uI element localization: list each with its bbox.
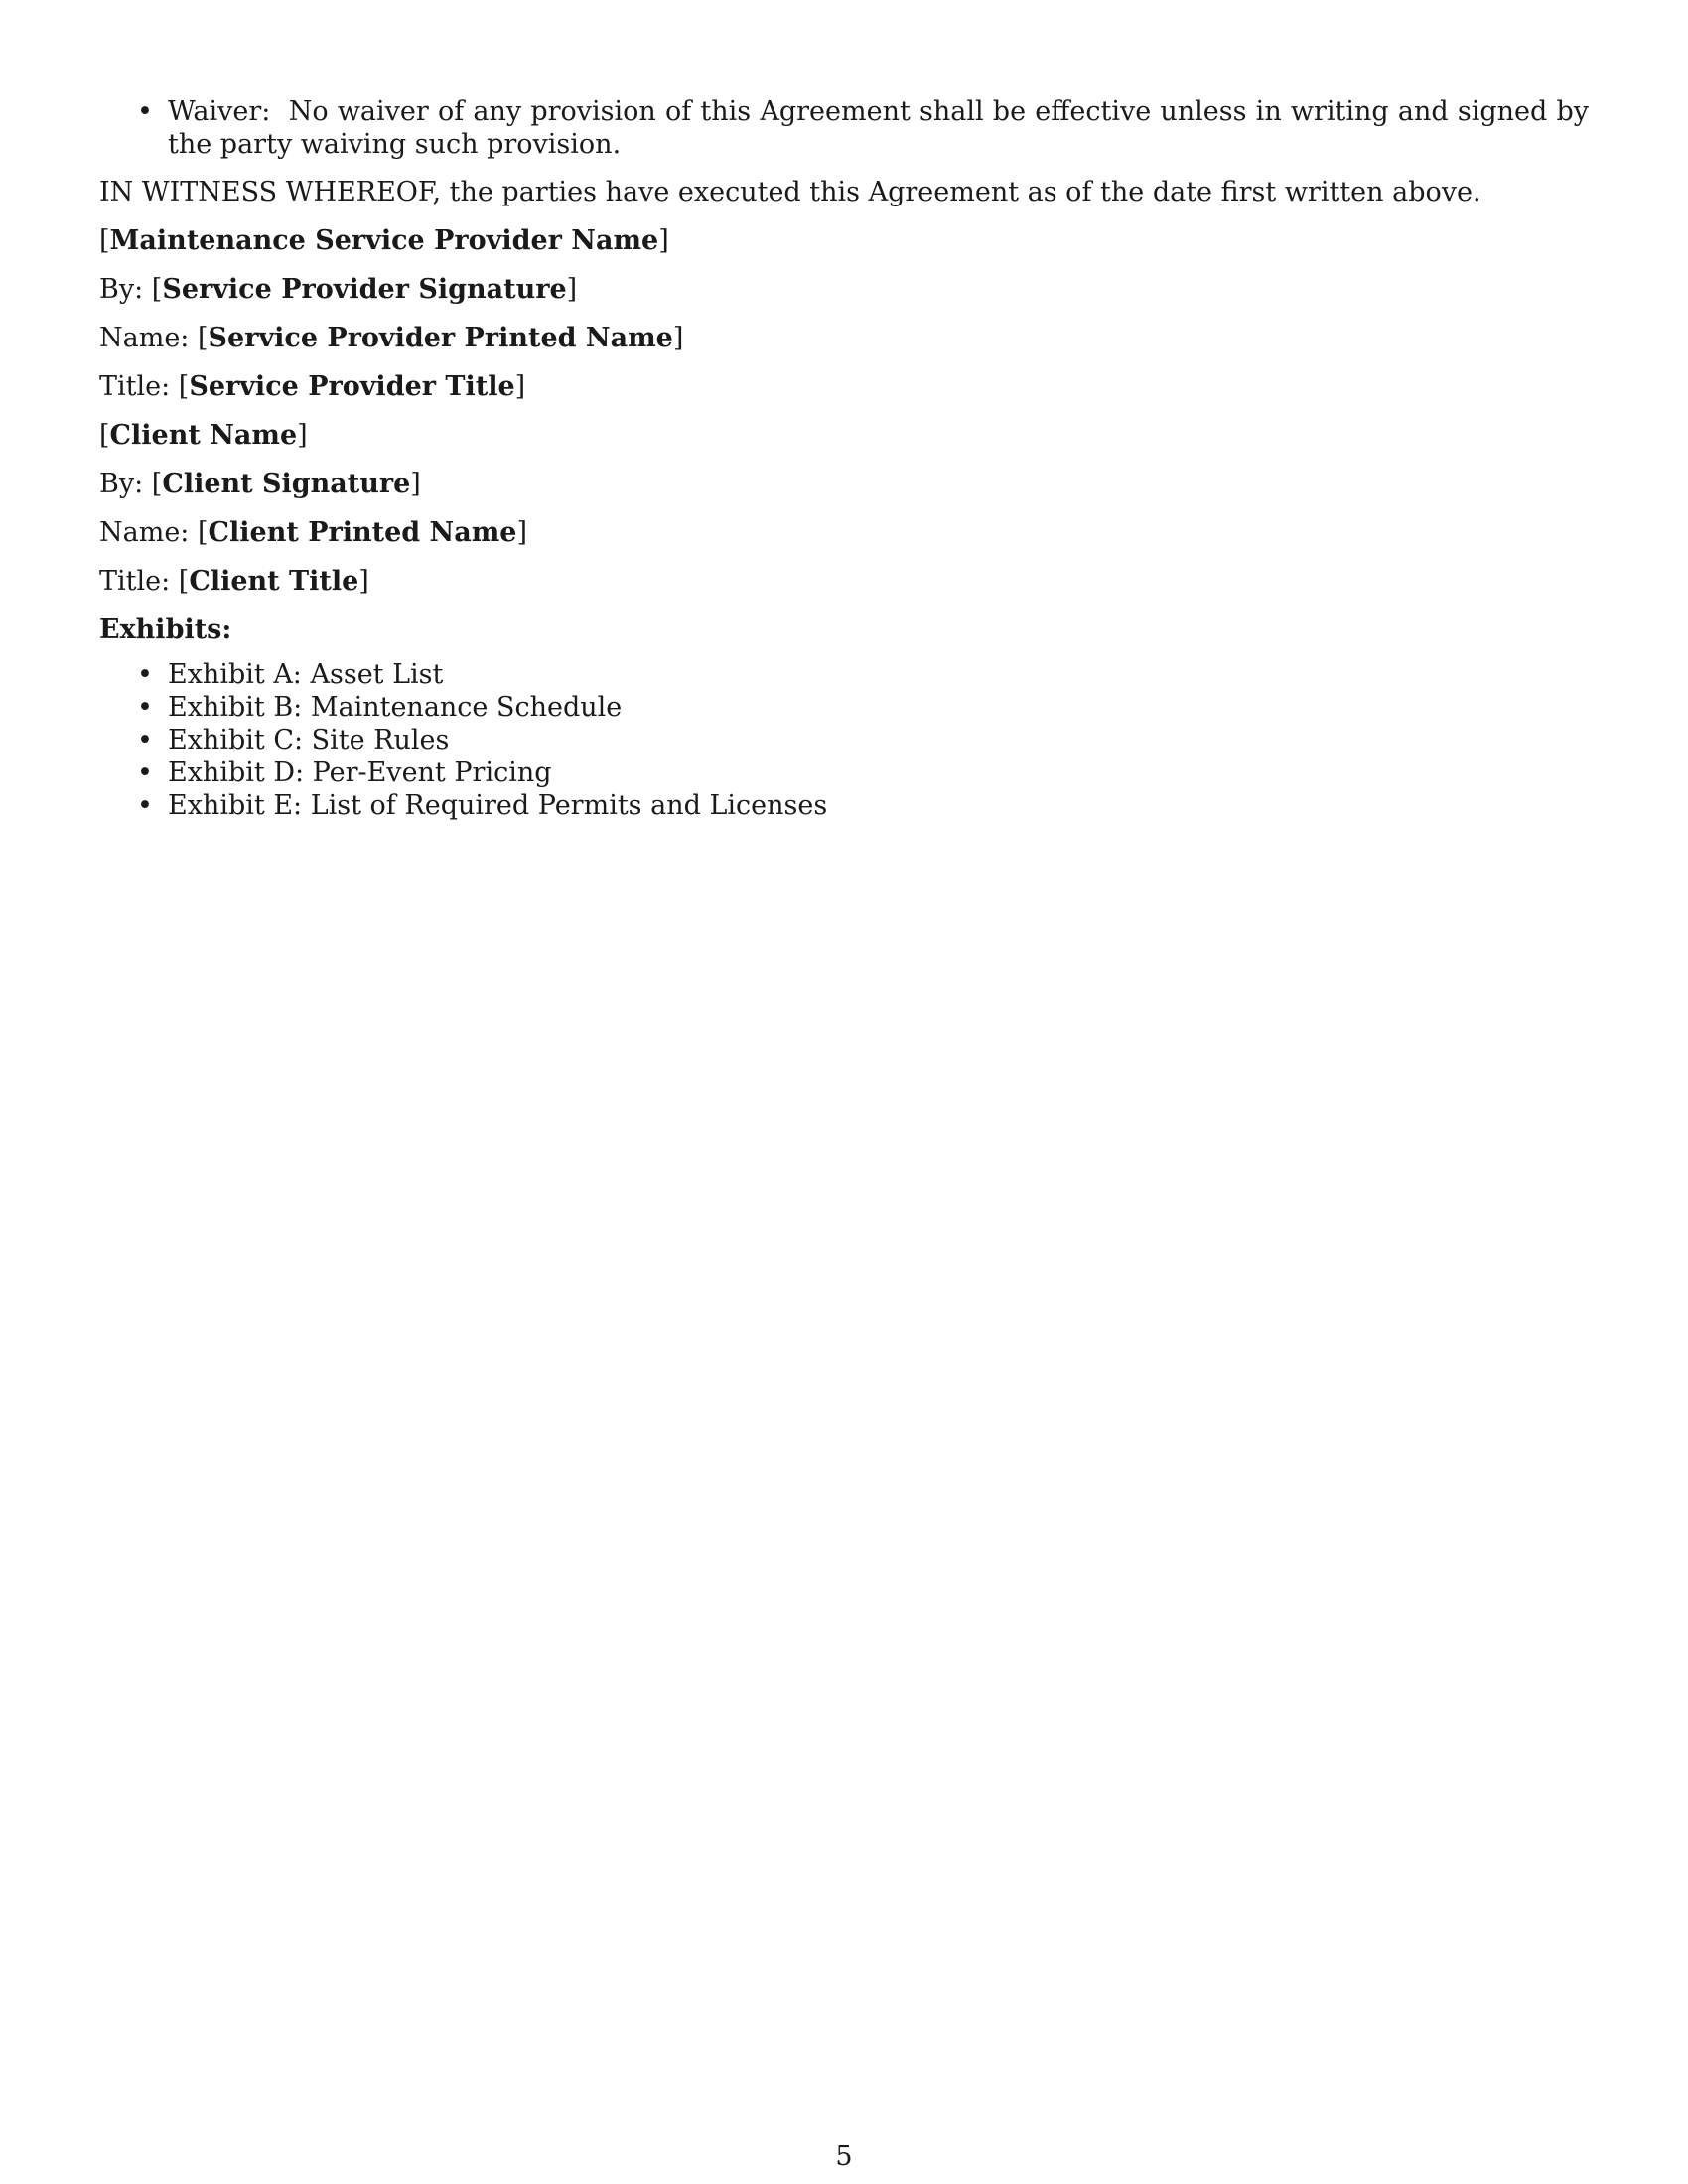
client-title: Client Title [189,566,359,597]
waiver-list [99,95,1589,161]
list-item: • Exhibit B: Maintenance Schedule [99,691,1589,724]
provider-by-label: By: [99,274,144,305]
provider-title-line: Title: [Service Provider Title] [99,371,526,402]
provider-title-label: Title: [99,371,171,402]
witness-clause: IN WITNESS WHEREOF, the parties have executed this Agreement as of the date first written above. [99,177,1481,207]
provider-title: Service Provider Title [189,371,515,402]
waiver-label: Waiver: [168,96,271,127]
provider-printed-name: Service Provider Printed Name [208,323,673,353]
client-name: Client Name [109,420,298,451]
provider-name: Maintenance Service Provider Name [109,225,659,256]
client-printed-name: Client Printed Name [208,517,517,548]
provider-by-line: By: [Service Provider Signature] [99,274,578,305]
exhibit-list [99,658,1589,822]
client-title-label: Title: [99,566,171,597]
list-item: • Exhibit C: Site Rules [99,724,1589,756]
client-by-line: By: [Client Signature] [99,469,421,499]
provider-printed-name-line: Name: [Service Provider Printed Name] [99,323,684,353]
page-number: 5 [835,2141,853,2172]
client-title-line: Title: [Client Title] [99,566,369,597]
client-name-line: [Client Name] [99,420,308,451]
list-item: • Exhibit D: Per-Event Pricing [99,756,1589,789]
list-item: • Exhibit A: Asset List [99,658,1589,691]
client-name-label: Name: [99,517,190,548]
list-item [99,95,1589,161]
exhibits-heading: Exhibits: [99,614,232,645]
list-item: • Exhibit E: List of Required Permits and Licenses [99,789,1589,822]
waiver-text: No waiver of any provision of this Agreement shall be effective unless in writing and signed by the party waiving such provision. [168,96,1589,160]
document-page [99,95,1589,822]
client-signature: Client Signature [162,469,411,499]
provider-name-label: Name: [99,323,190,353]
provider-signature: Service Provider Signature [162,274,567,305]
provider-name-line: [Maintenance Service Provider Name] [99,225,669,256]
client-printed-name-line: Name: [Client Printed Name] [99,517,528,548]
client-by-label: By: [99,469,144,499]
